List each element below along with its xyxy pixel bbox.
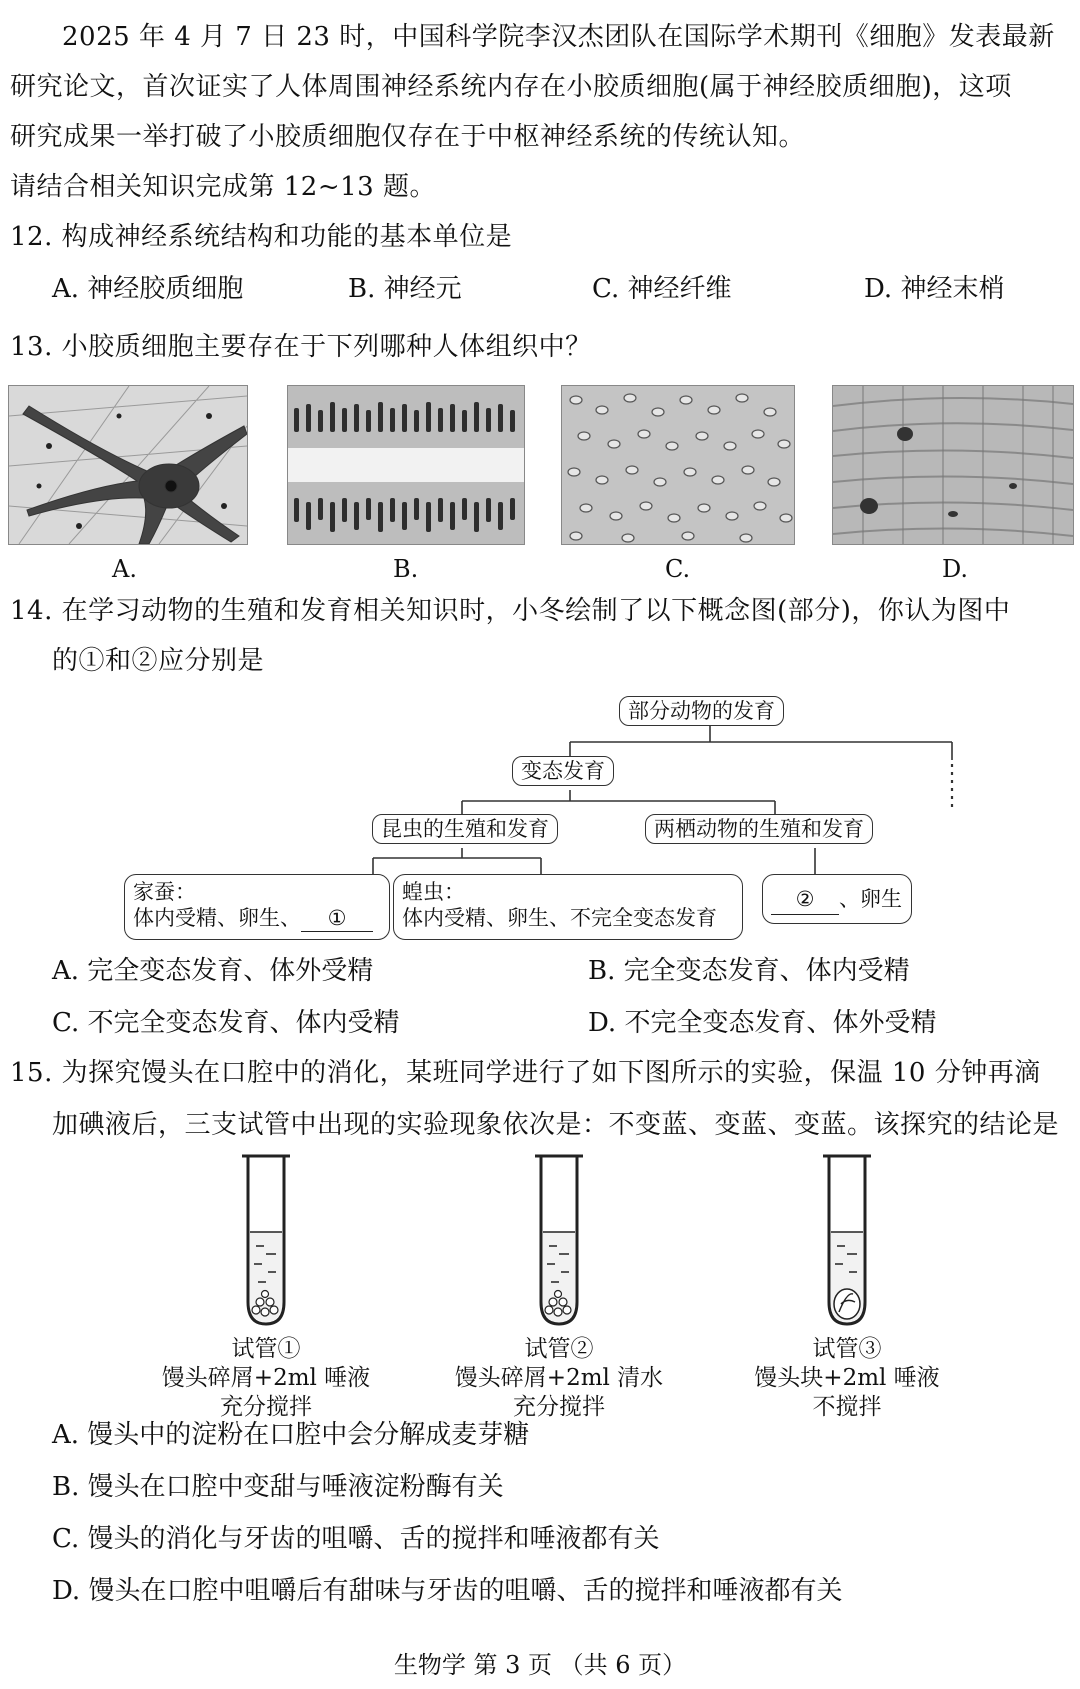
tube-2-name: 试管② bbox=[524, 1336, 594, 1362]
blank-1: ① bbox=[301, 905, 373, 932]
test-tube-1-icon bbox=[236, 1152, 296, 1330]
page-footer: 生物学 第 3 页 （共 6 页） bbox=[393, 1651, 687, 1679]
cartilage-tissue-image[interactable] bbox=[561, 385, 795, 545]
q14-option-d[interactable]: D. 不完全变态发育、体外受精 bbox=[588, 1008, 937, 1038]
map-node-metamorphosis: 变态发育 bbox=[512, 756, 614, 786]
q12-option-c[interactable]: C. 神经纤维 bbox=[592, 274, 732, 304]
tube-1-name: 试管① bbox=[231, 1336, 301, 1362]
q12-option-a[interactable]: A. 神经胶质细胞 bbox=[52, 274, 244, 304]
tube-2-content: 馒头碎屑+2ml 清水 bbox=[454, 1365, 664, 1391]
tube-1-content: 馒头碎屑+2ml 唾液 bbox=[161, 1365, 371, 1391]
map-leaf-frog bbox=[762, 874, 912, 924]
q13-label-d: D. bbox=[942, 555, 969, 583]
tube-3-method: 不搅拌 bbox=[812, 1394, 882, 1420]
intro-line-2: 研究论文，首次证实了人体周围神经系统内存在小胶质细胞(属于神经胶质细胞)，这项 bbox=[10, 72, 1012, 102]
test-tube-2-icon bbox=[529, 1152, 589, 1330]
intro-line-3: 研究成果一举打破了小胶质细胞仅存在于中枢神经系统的传统认知。 bbox=[10, 122, 806, 152]
q14-stem-line-1: 14. 在学习动物的生殖和发育相关知识时，小冬绘制了以下概念图(部分)，你认为图中 bbox=[10, 596, 1011, 626]
q12-option-b[interactable]: B. 神经元 bbox=[348, 274, 462, 304]
tube-1-caption bbox=[136, 1335, 396, 1422]
q15-option-b[interactable]: B. 馒头在口腔中变甜与唾液淀粉酶有关 bbox=[52, 1472, 504, 1502]
neuron-tissue-image[interactable] bbox=[8, 385, 248, 545]
q12-stem: 12. 构成神经系统结构和功能的基本单位是 bbox=[10, 222, 513, 252]
q13-stem: 13. 小胶质细胞主要存在于下列哪种人体组织中？ bbox=[10, 332, 592, 362]
tube-3-caption bbox=[717, 1335, 977, 1422]
q13-label-a: A. bbox=[112, 555, 137, 583]
q15-option-a[interactable]: A. 馒头中的淀粉在口腔中会分解成麦芽糖 bbox=[52, 1420, 530, 1450]
q14-option-a[interactable]: A. 完全变态发育、体外受精 bbox=[52, 956, 374, 986]
locust-title: 蝗虫： bbox=[402, 880, 465, 904]
frog-tail: 、卵生 bbox=[839, 887, 902, 911]
tube-2-caption bbox=[429, 1335, 689, 1422]
q15-stem-line-1: 15. 为探究馒头在口腔中的消化，某班同学进行了如下图所示的实验，保温 10 分钟再滴 bbox=[10, 1058, 1041, 1088]
map-node-root: 部分动物的发育 bbox=[619, 696, 784, 726]
silkworm-body: 体内受精、卵生、 bbox=[133, 906, 301, 930]
q15-option-c[interactable]: C. 馒头的消化与牙齿的咀嚼、舌的搅拌和唾液都有关 bbox=[52, 1524, 660, 1554]
q13-label-b: B. bbox=[393, 555, 419, 583]
locust-body: 体内受精、卵生、不完全变态发育 bbox=[402, 906, 717, 930]
map-node-amphibian: 两栖动物的生殖和发育 bbox=[645, 814, 873, 844]
q14-stem-line-2: 的①和②应分别是 bbox=[52, 646, 265, 676]
tube-2-method: 充分搅拌 bbox=[513, 1394, 605, 1420]
blank-2: ② bbox=[771, 884, 839, 915]
q14-option-b[interactable]: B. 完全变态发育、体内受精 bbox=[588, 956, 910, 986]
tube-3-name: 试管③ bbox=[812, 1336, 882, 1362]
tube-3-content: 馒头块+2ml 唾液 bbox=[754, 1365, 940, 1391]
silkworm-title: 家蚕： bbox=[133, 880, 196, 904]
test-tube-3-icon bbox=[817, 1152, 877, 1330]
instruction-line: 请结合相关知识完成第 12~13 题。 bbox=[10, 172, 436, 202]
q13-label-c: C. bbox=[665, 555, 691, 583]
q14-option-c[interactable]: C. 不完全变态发育、体内受精 bbox=[52, 1008, 400, 1038]
q15-option-d[interactable]: D. 馒头在口腔中咀嚼后有甜味与牙齿的咀嚼、舌的搅拌和唾液都有关 bbox=[52, 1576, 843, 1606]
tube-1-method: 充分搅拌 bbox=[220, 1394, 312, 1420]
map-leaf-silkworm bbox=[124, 874, 390, 940]
epithelial-tissue-image[interactable] bbox=[287, 385, 525, 545]
silkworm-text bbox=[133, 905, 381, 932]
intro-line-1: 2025 年 4 月 7 日 23 时，中国科学院李汉杰团队在国际学术期刊《细胞》发表最新 bbox=[62, 22, 1055, 52]
map-node-insect: 昆虫的生殖和发育 bbox=[372, 814, 558, 844]
map-leaf-locust bbox=[393, 874, 743, 940]
q12-option-d[interactable]: D. 神经末梢 bbox=[864, 274, 1005, 304]
q15-stem-line-2: 加碘液后，三支试管中出现的实验现象依次是：不变蓝、变蓝、变蓝。该探究的结论是 bbox=[52, 1110, 1060, 1140]
cardiac-muscle-tissue-image[interactable] bbox=[832, 385, 1074, 545]
